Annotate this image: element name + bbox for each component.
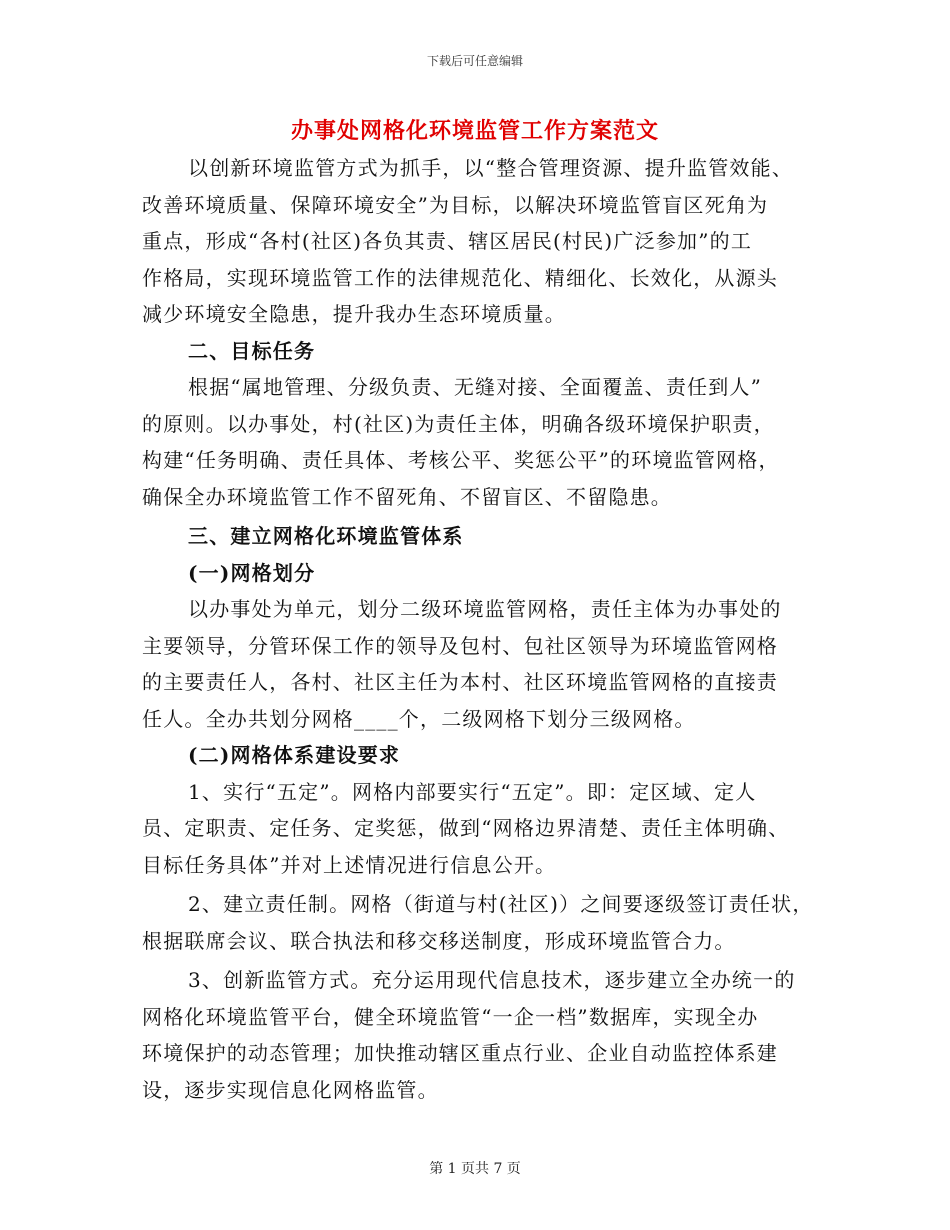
paragraph-line: 网格化环境监管平台，健全环境监管“一企一档”数据库，实现全办 (142, 1004, 759, 1029)
paragraph-line: 改善环境质量、保障环境安全”为目标，以解决环境监管盲区死角为 (142, 192, 769, 217)
paragraph-line: 构建“任务明确、责任具体、考核公平、奖惩公平”的环境监管网格， (142, 448, 780, 472)
subsection-heading-requirements: (二)网格体系建设要求 (188, 743, 401, 767)
document-title: 办事处网格化环境监管工作方案范文 (290, 118, 659, 144)
section-heading-goals: 二、目标任务 (188, 338, 316, 363)
paragraph-line: 1、实行“五定”。网格内部要实行“五定”。即：定区域、定人 (188, 779, 757, 804)
paragraph-line: 重点，形成“各村(社区)各负其责、辖区居民(村民)广泛参加”的工 (142, 229, 753, 253)
document-body (142, 150, 812, 1108)
paragraph-requirement-2 (142, 886, 812, 959)
paragraph-line: 根据联席会议、联合执法和移交移送制度，形成环境监管合力。 (142, 928, 736, 953)
paragraph-line: 主要领导，分管环保工作的领导及包村、包社区领导为环境监管网格 (142, 633, 778, 658)
paragraph-line: 根据“属地管理、分级负责、无缝对接、全面覆盖、责任到人” (188, 375, 763, 399)
paragraph-line: 确保全办环境监管工作不留死角、不留盲区、不留隐患。 (142, 484, 672, 509)
paragraph-line: 以办事处为单元，划分二级环境监管网格，责任主体为办事处的 (188, 597, 782, 621)
paragraph-requirement-1 (142, 774, 812, 884)
paragraph-line: 2、建立责任制。网格（街道与村(社区)）之间要逐级签订责任状， (188, 892, 814, 916)
paragraph-line: 任人。全办共划分网格____个，二级网格下划分三级网格。 (142, 706, 696, 731)
paragraph-line: 设，逐步实现信息化网格监管。 (142, 1077, 439, 1102)
paragraph-requirement-3 (142, 962, 812, 1108)
subsection-heading-grid-division: (一)网格划分 (188, 560, 316, 585)
paragraph-line: 的原则。以办事处，村(社区)为责任主体，明确各级环境保护职责， (142, 411, 775, 436)
page-header-note: 下载后可任意编辑 (426, 54, 523, 68)
paragraph-line: 减少环境安全隐患，提升我办生态环境质量。 (142, 302, 566, 326)
page-number-footer: 第 1 页共 7 页 (429, 1161, 521, 1177)
paragraph-goals (142, 369, 812, 515)
paragraph-intro (142, 150, 812, 333)
section-heading-system: 三、建立网格化环境监管体系 (188, 524, 464, 548)
paragraph-line: 作格局，实现环境监管工作的法律规范化、精细化、长效化，从源头 (142, 265, 778, 290)
paragraph-line: 3、创新监管方式。充分运用现代信息技术，逐步建立全办统一的 (188, 968, 796, 992)
paragraph-line: 目标任务具体”并对上述情况进行信息公开。 (142, 852, 557, 877)
paragraph-line: 环境保护的动态管理；加快推动辖区重点行业、企业自动监控体系建 (142, 1041, 778, 1065)
paragraph-line: 的主要责任人，各村、社区主任为本村、社区环境监管网格的直接责 (142, 670, 778, 694)
paragraph-line: 以创新环境监管方式为抓手，以“整合管理资源、提升监管效能、 (188, 156, 794, 180)
paragraph-grid-division (142, 591, 812, 737)
paragraph-line: 员、定职责、定任务、定奖惩，做到“网格边界清楚、责任主体明确、 (142, 816, 790, 840)
